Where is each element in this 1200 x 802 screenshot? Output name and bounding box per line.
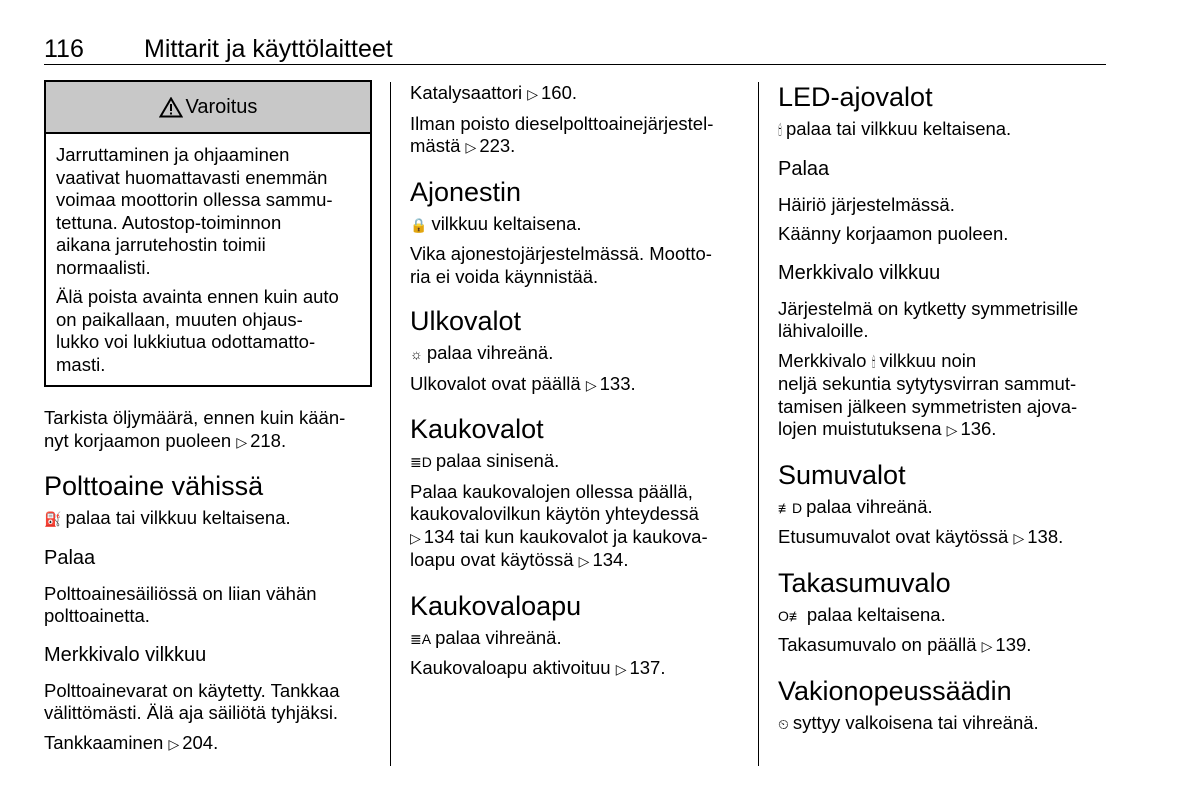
immobiliser-indicator-text: vilkkuu keltaisena.: [431, 212, 582, 234]
assist-indicator-line: [410, 627, 745, 651]
immobiliser-lock-icon: 🔒: [410, 216, 428, 233]
warning-triangle-icon: [159, 97, 183, 118]
section-title-led: LED-ajovalot: [778, 82, 933, 112]
subsection-title: Palaa: [778, 157, 830, 180]
high-beam-text-a: Palaa kaukovalojen ollessa päällä, kaukovalovilkun käytön yhteydessä: [410, 480, 699, 524]
led-text-4a: Merkkivalo: [778, 349, 867, 371]
catalyst-text: Katalysaattori: [410, 82, 523, 103]
reference-arrow-icon: ▷: [168, 735, 180, 752]
high-beam-assist-icon: ≣A: [410, 630, 432, 647]
high-beam-indicator-line: [410, 450, 745, 474]
cruise-indicator-text: syttyy valkoisena tai vihreänä.: [792, 711, 1039, 733]
assist-indicator-text: palaa vihreänä.: [435, 626, 562, 648]
high-beam-ref: 134.: [592, 549, 629, 570]
reference-arrow-icon: ▷: [465, 139, 477, 155]
fog-indicator-text: palaa vihreänä.: [806, 495, 933, 517]
catalyst-ref: [410, 82, 745, 106]
immobiliser-indicator-line: [410, 213, 745, 237]
fuel-text-1: Polttoainesäiliössä on liian vähän polttoainetta.: [44, 582, 317, 626]
header-rule: [44, 64, 1106, 65]
section-title-rear-fog: Takasumuvalo: [778, 567, 951, 598]
fuel-indicator-text: palaa tai vilkkuu keltaisena.: [65, 507, 291, 528]
fuel-text-2: Polttoainevarat on käytetty. Tankkaa välittömästi. Älä aja säiliötä tyhjäksi.: [44, 679, 340, 723]
column-3: [778, 80, 1108, 742]
catalyst-ref-num: 160.: [541, 82, 578, 103]
column-1: [44, 80, 372, 762]
reference-arrow-icon: ▷: [585, 376, 597, 393]
exterior-lights-icon: ☼: [410, 346, 423, 362]
reference-arrow-icon: ▷: [615, 661, 627, 677]
fuel-indicator-line: [44, 507, 372, 531]
led-ref: 136.: [960, 418, 997, 439]
warning-title: Varoitus: [185, 95, 258, 118]
diesel-ref: [410, 113, 745, 159]
subsection-title: Merkkivalo vilkkuu: [778, 261, 941, 284]
column-divider: [390, 82, 391, 766]
led-text-4b: vilkkuu noin neljä sekuntia sytytysvirran sammut- tamisen jälkeen symmetristen ajova- lojen muistutuksena: [778, 349, 1078, 439]
led-indicator-text: palaa tai vilkkuu keltaisena.: [785, 118, 1012, 139]
section-title-fuel: Polttoaine vähissä: [44, 471, 264, 501]
rear-fog-text: [778, 634, 1108, 658]
reference-arrow-icon: ▷: [578, 553, 590, 569]
reference-arrow-icon: ▷: [981, 638, 993, 654]
cruise-indicator-line: [778, 712, 1108, 736]
oil-note-text: Tarkista öljymäärä, ennen kuin kään- nyt korjaamon puoleen: [44, 407, 346, 451]
page-header: [44, 34, 1106, 64]
reference-arrow-icon: ▷: [527, 86, 539, 102]
high-beam-indicator-text: palaa sinisenä.: [435, 450, 560, 471]
warning-text-2: Älä poista avainta ennen kuin auto on paikallaan, muuten ohjaus- lukko voi lukkiutua odottamatto- masti.: [56, 286, 339, 375]
fog-text-body: Etusumuvalot ovat käytössä: [778, 526, 1009, 547]
immobiliser-text: Vika ajonestojärjestelmässä. Mootto- ria ei voida käynnistää.: [410, 243, 712, 287]
led-text-3: Järjestelmä on kytketty symmetrisille lähivaloille.: [778, 297, 1079, 341]
rear-fog-indicator-text: palaa keltaisena.: [806, 603, 946, 625]
exterior-text-body: Ulkovalot ovat päällä: [410, 372, 581, 394]
rear-fog-indicator-line: [778, 604, 1108, 628]
assist-text-body: Kaukovaloapu aktivoituu: [410, 657, 611, 678]
led-indicator-line: [778, 118, 1108, 142]
chapter-title: Mittarit ja käyttölaitteet: [144, 35, 393, 63]
fuel-refuel-text: Tankkaaminen: [44, 731, 164, 753]
led-headlight-icon: 🕯: [871, 353, 876, 370]
fog-text: [778, 526, 1108, 550]
oil-note: [44, 407, 372, 453]
page-number: 116: [44, 35, 84, 63]
subsection-title: Merkkivalo vilkkuu: [44, 643, 207, 666]
section-title-immobiliser: Ajonestin: [410, 176, 522, 207]
high-beam-text: [410, 481, 745, 573]
diesel-ref-num: 223.: [479, 135, 516, 156]
fuel-refuel-ref: 204.: [182, 731, 219, 753]
reference-arrow-icon: ▷: [1013, 530, 1025, 546]
reference-arrow-icon: ▷: [946, 422, 958, 438]
rear-fog-text-body: Takasumuvalo on päällä: [778, 634, 977, 655]
exterior-ref: 133.: [599, 372, 636, 394]
assist-text: [410, 657, 745, 681]
high-beam-text-b: 134 tai kun kaukovalot ja kaukova- loapu ovat käytössä: [410, 525, 708, 570]
reference-arrow-icon: ▷: [236, 433, 248, 450]
diesel-text: Ilman poisto dieselpolttoainejärjestel- mästä: [410, 112, 714, 156]
subsection-title: Palaa: [44, 546, 96, 569]
led-text-4: [778, 350, 1108, 442]
reference-arrow-icon: ▷: [410, 529, 421, 546]
led-text-2: Käänny korjaamon puoleen.: [778, 223, 1009, 244]
warning-body: [46, 134, 370, 385]
exterior-indicator-line: [410, 342, 745, 366]
fog-ref: 138.: [1027, 526, 1064, 547]
column-2: [410, 82, 745, 688]
column-divider: [758, 82, 759, 766]
section-title-high-beam: Kaukovalot: [410, 414, 544, 444]
cruise-control-icon: ⏲: [778, 715, 789, 732]
warning-box: [44, 80, 372, 387]
section-title-exterior-lights: Ulkovalot: [410, 306, 522, 336]
front-fog-light-icon: ≢D: [778, 499, 803, 516]
assist-ref: 137.: [629, 657, 666, 678]
oil-note-ref: 218.: [250, 429, 287, 451]
led-headlight-icon: 🕯: [778, 122, 782, 138]
warning-text-1: Jarruttaminen ja ohjaaminen vaativat huomattavasti enemmän voimaa moottorin ollessa sammu- tettuna. Autostop-toiminnon aikana jarrutehostin toimii normaalisti.: [56, 144, 333, 278]
warning-header: [46, 82, 370, 134]
fuel-text-3: [44, 732, 372, 756]
fuel-pump-icon: ⛽: [44, 511, 62, 527]
section-title-cruise: Vakionopeussäädin: [778, 675, 1012, 706]
exterior-text: [410, 373, 745, 397]
rear-fog-ref: 139.: [995, 634, 1032, 655]
section-title-fog: Sumuvalot: [778, 459, 906, 490]
led-text-1: Häiriö järjestelmässä.: [778, 193, 955, 215]
fog-indicator-line: [778, 496, 1108, 520]
rear-fog-light-icon: O≢: [778, 607, 803, 624]
exterior-indicator-text: palaa vihreänä.: [426, 342, 554, 363]
high-beam-icon: ≣D: [410, 454, 432, 470]
section-title-high-beam-assist: Kaukovaloapu: [410, 590, 582, 621]
